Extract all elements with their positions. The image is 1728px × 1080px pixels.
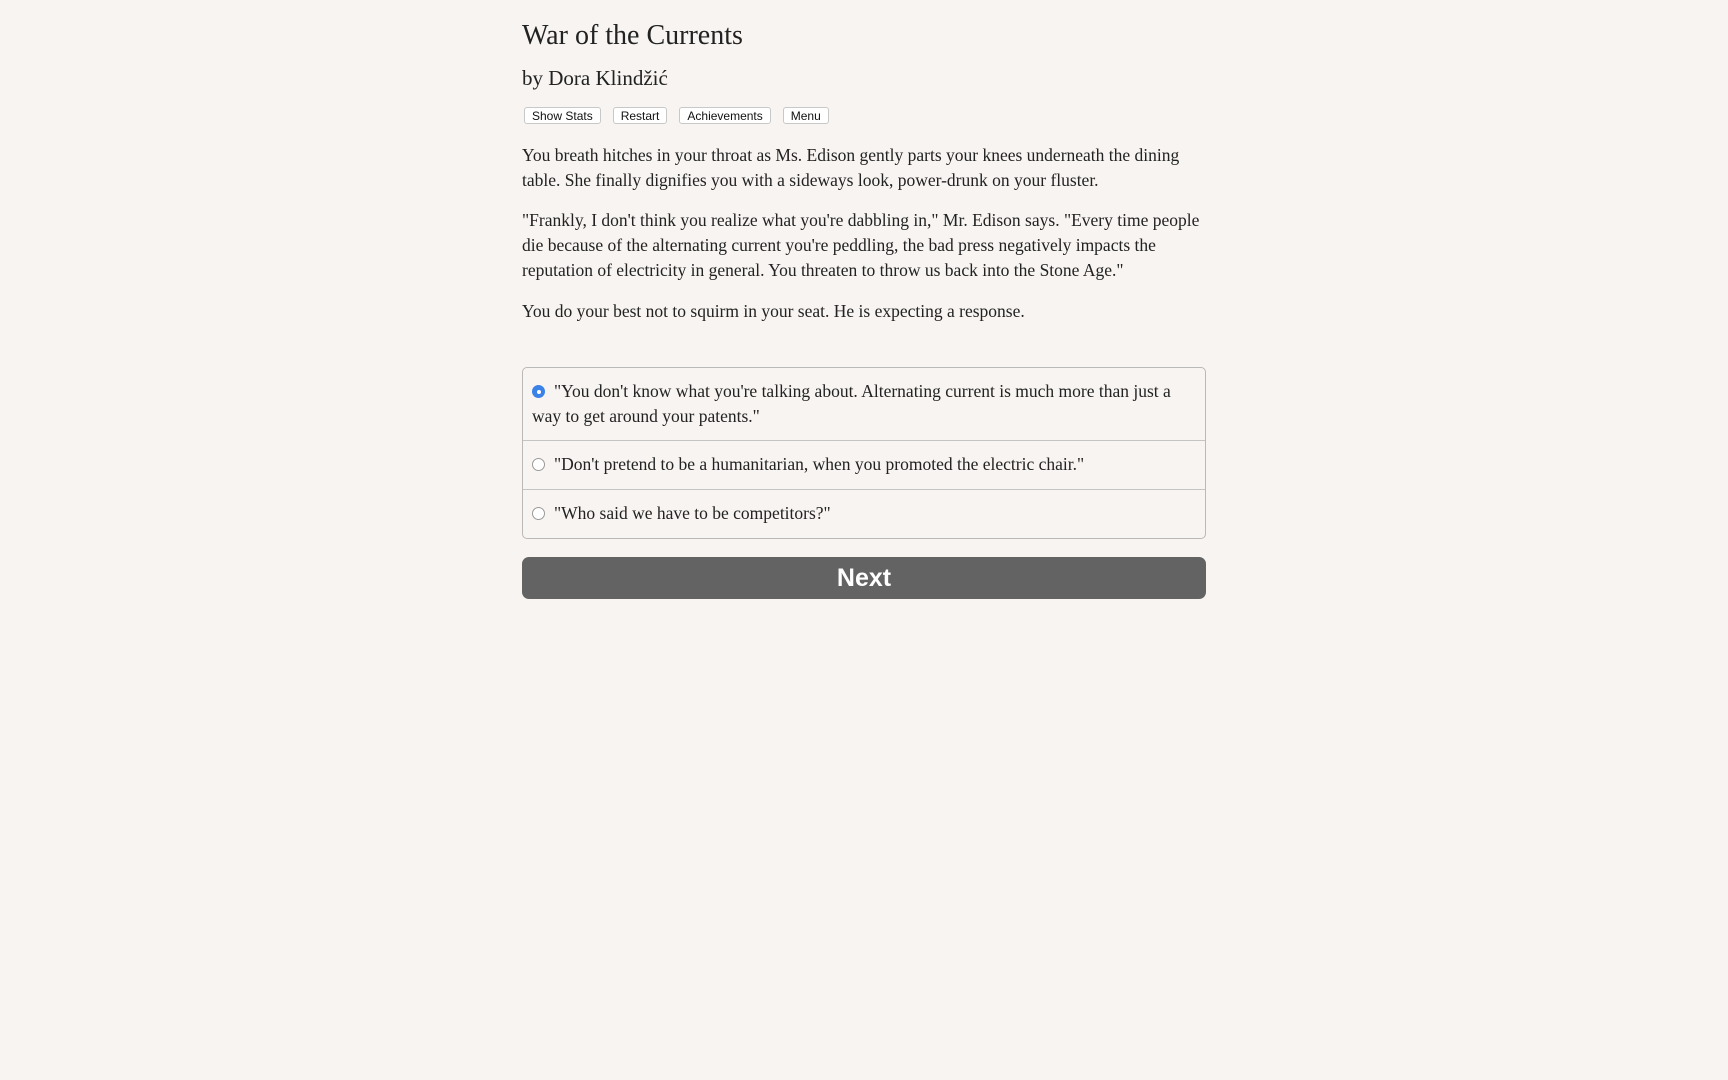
- radio-unselected-icon[interactable]: [532, 458, 545, 471]
- game-title: War of the Currents: [522, 20, 743, 51]
- story-paragraph: You do your best not to squirm in your seat. He is expecting a response.: [522, 300, 1025, 321]
- menu-button[interactable]: Menu: [783, 107, 829, 124]
- choice-option-1[interactable]: [523, 368, 1205, 440]
- story-paragraph: "Frankly, I don't think you realize what you're dabbling in," Mr. Edison says. "Every time people die because of the alternating current you're peddling, the bad press negatively impacts the reputation of electricity in general. You threaten to throw us back into the Stone Age.": [522, 210, 1200, 280]
- choice-label: "You don't know what you're talking about. Alternating current is much more than just a way to get around your patents.": [532, 381, 1171, 426]
- choice-label: "Don't pretend to be a humanitarian, when you promoted the electric chair.": [554, 454, 1085, 475]
- story-text: [522, 143, 1206, 339]
- toolbar: [524, 107, 829, 124]
- choice-list: [522, 367, 1206, 539]
- show-stats-button[interactable]: Show Stats: [524, 107, 601, 124]
- next-button[interactable]: Next: [522, 557, 1206, 599]
- radio-unselected-icon[interactable]: [532, 507, 545, 520]
- choice-label: "Who said we have to be competitors?": [554, 503, 831, 524]
- choice-option-2[interactable]: [523, 440, 1205, 489]
- achievements-button[interactable]: Achievements: [679, 107, 770, 124]
- restart-button[interactable]: Restart: [613, 107, 668, 124]
- radio-selected-icon[interactable]: [532, 385, 545, 398]
- story-paragraph: You breath hitches in your throat as Ms. Edison gently parts your knees underneath the dining table. She finally dignifies you with a sideways look, power-drunk on your fluster.: [522, 145, 1180, 190]
- game-author: by Dora Klindžić: [522, 66, 668, 90]
- choice-option-3[interactable]: [523, 489, 1205, 538]
